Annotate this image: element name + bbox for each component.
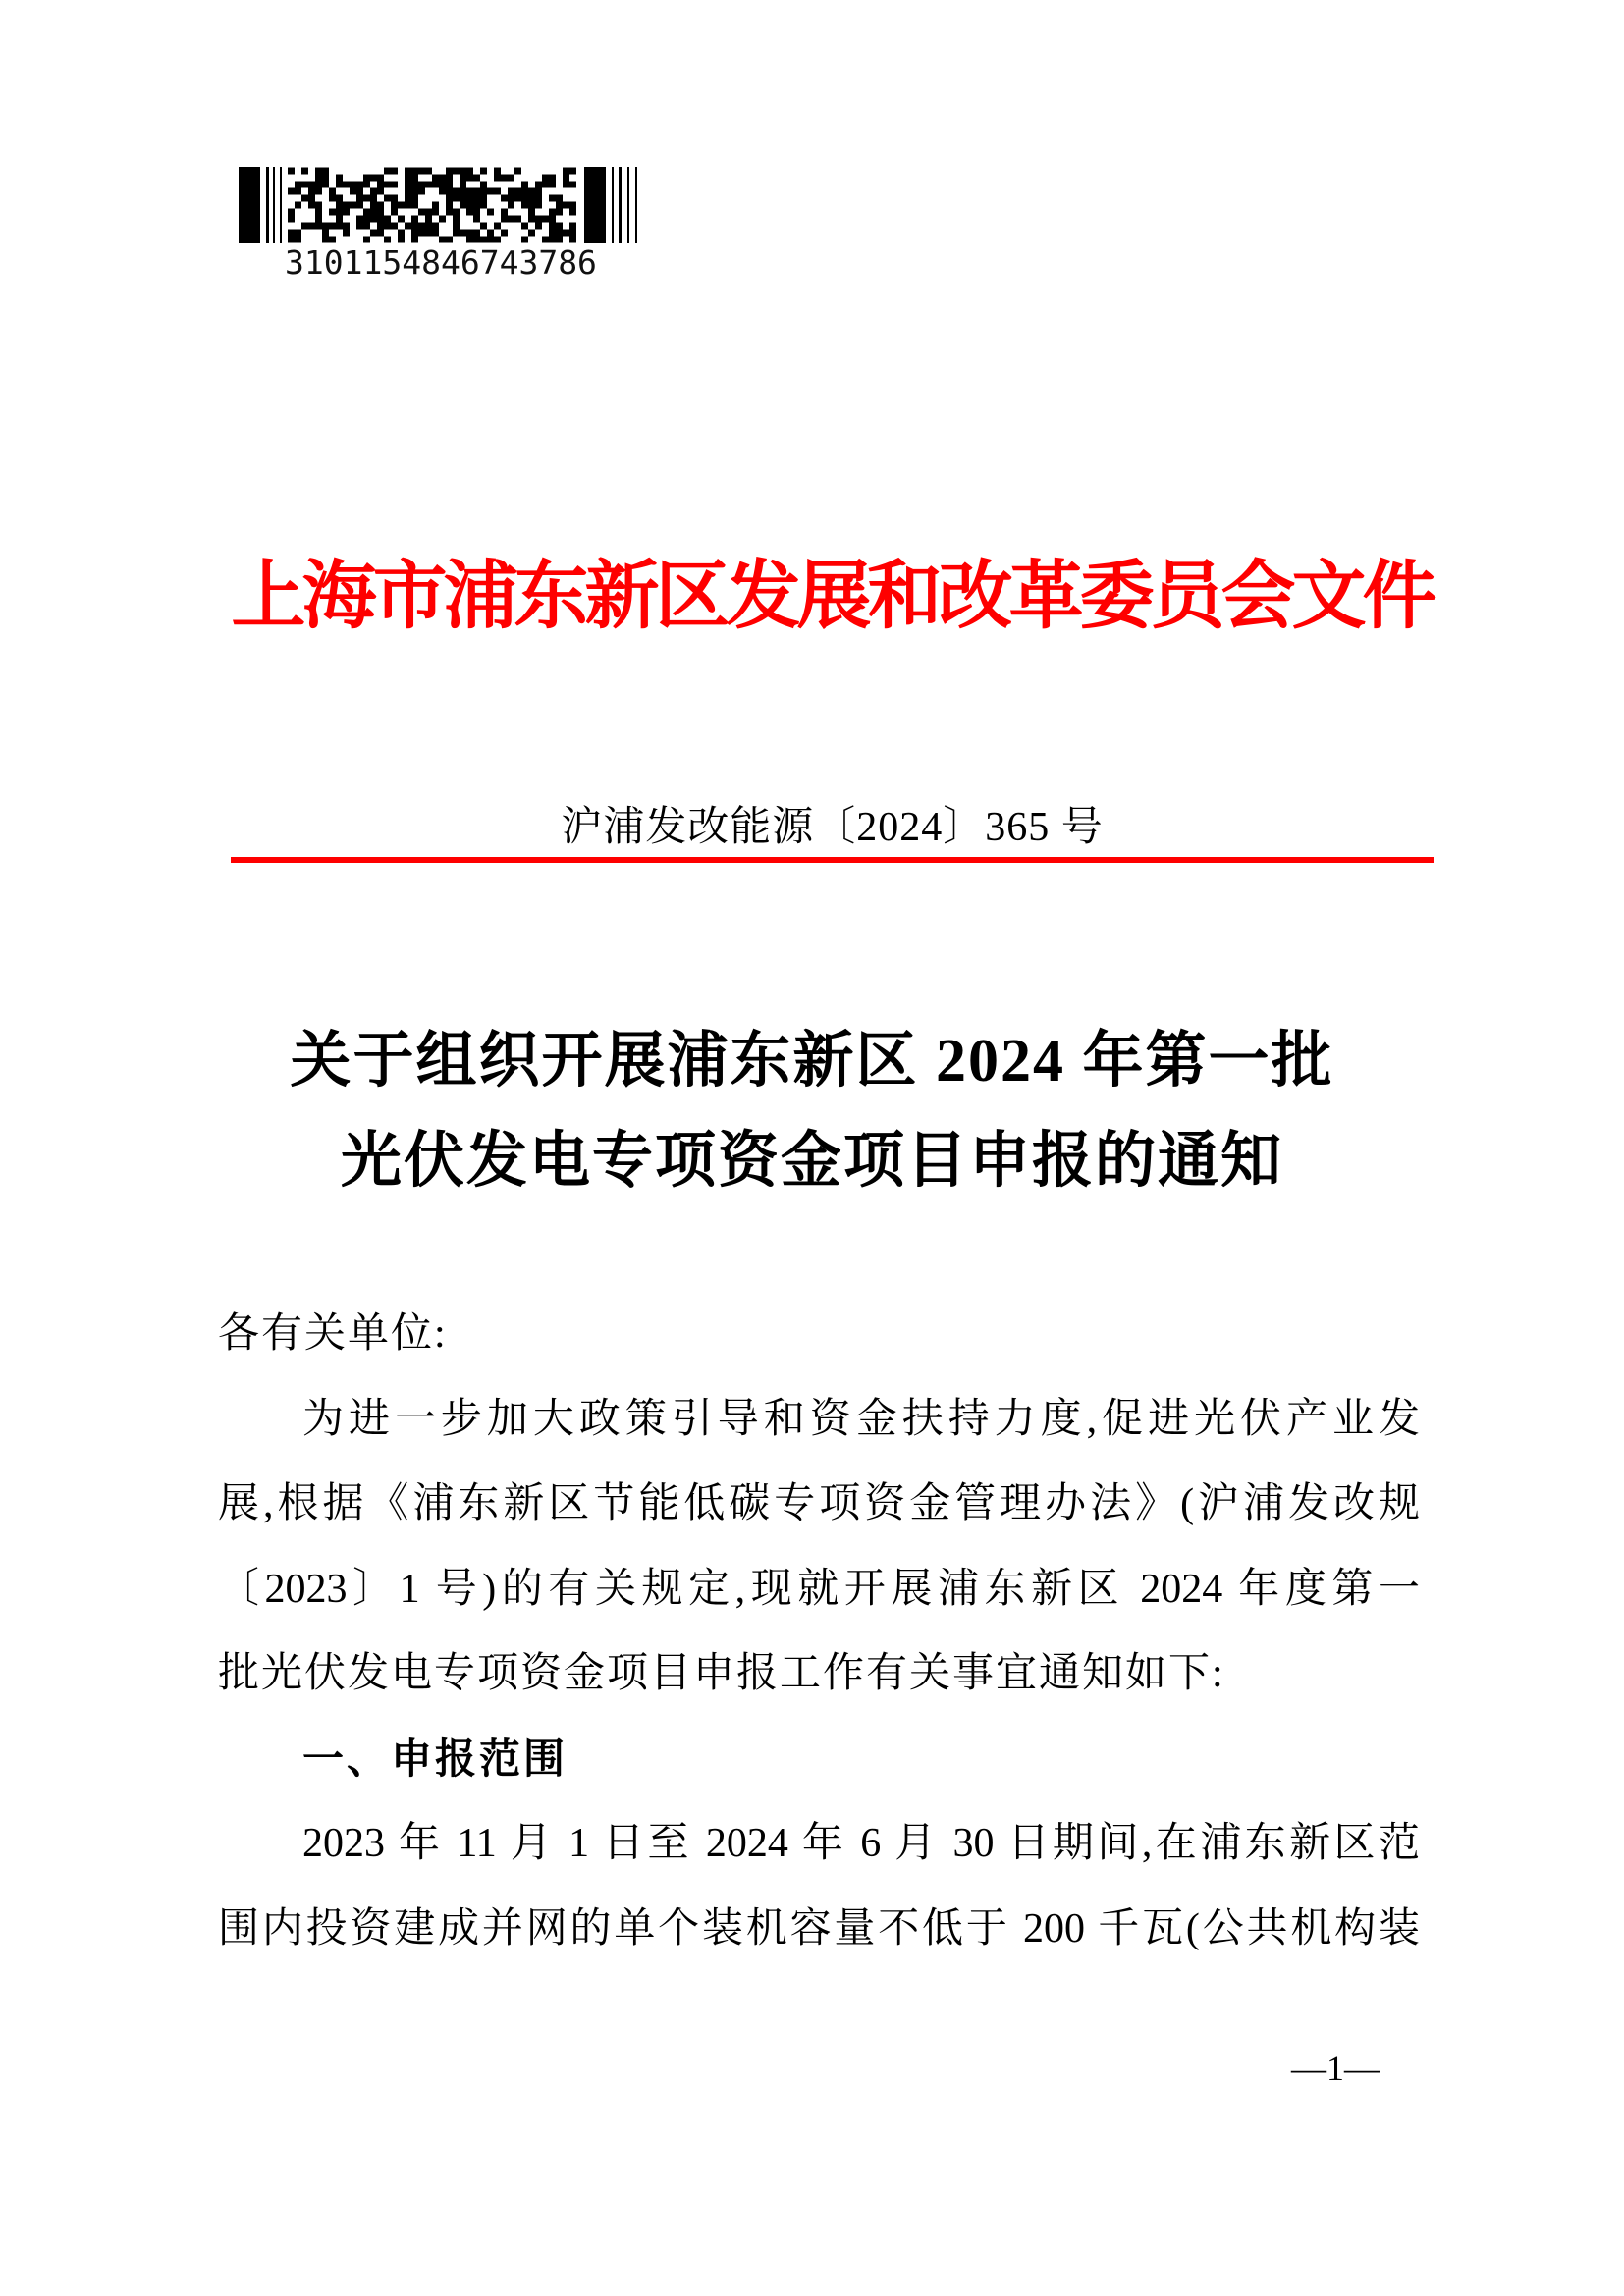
document-barcode	[239, 167, 643, 243]
document-body	[218, 1292, 1420, 1971]
section-heading-application-scope: 一、申报范围	[302, 1735, 568, 1782]
body-line: 〔2023〕1 号)的有关规定,现就开展浦东新区 2024 年度第一	[218, 1566, 1420, 1612]
document-title-line-2: 光伏发电专项资金项目申报的通知	[340, 1128, 1283, 1195]
body-line-salutation: 各有关单位:	[218, 1311, 448, 1357]
barcode-number: 3101154846743786	[285, 243, 597, 282]
page-number: —1—	[1291, 2049, 1380, 2088]
agency-letterhead-title: 上海市浦东新区发展和改革委员会文件	[231, 556, 1434, 638]
body-line: 2023 年 11 月 1 日至 2024 年 6 月 30 日期间,在浦东新区范	[302, 1821, 1420, 1866]
document-title-line-1: 关于组织开展浦东新区 2024 年第一批	[290, 1028, 1334, 1095]
body-line: 为进一步加大政策引导和资金扶持力度,促进光伏产业发	[302, 1396, 1420, 1442]
body-line: 围内投资建成并网的单个装机容量不低于 200 千瓦(公共机构装	[218, 1905, 1420, 1951]
body-line: 展,根据《浦东新区节能低碳专项资金管理办法》(沪浦发改规	[218, 1481, 1420, 1526]
barcode-graphic	[239, 167, 643, 243]
body-line: 批光伏发电专项资金项目申报工作有关事宜通知如下:	[218, 1651, 1225, 1696]
red-separator-line	[231, 857, 1434, 863]
document-reference-number: 沪浦发改能源〔2024〕365 号	[561, 805, 1104, 850]
